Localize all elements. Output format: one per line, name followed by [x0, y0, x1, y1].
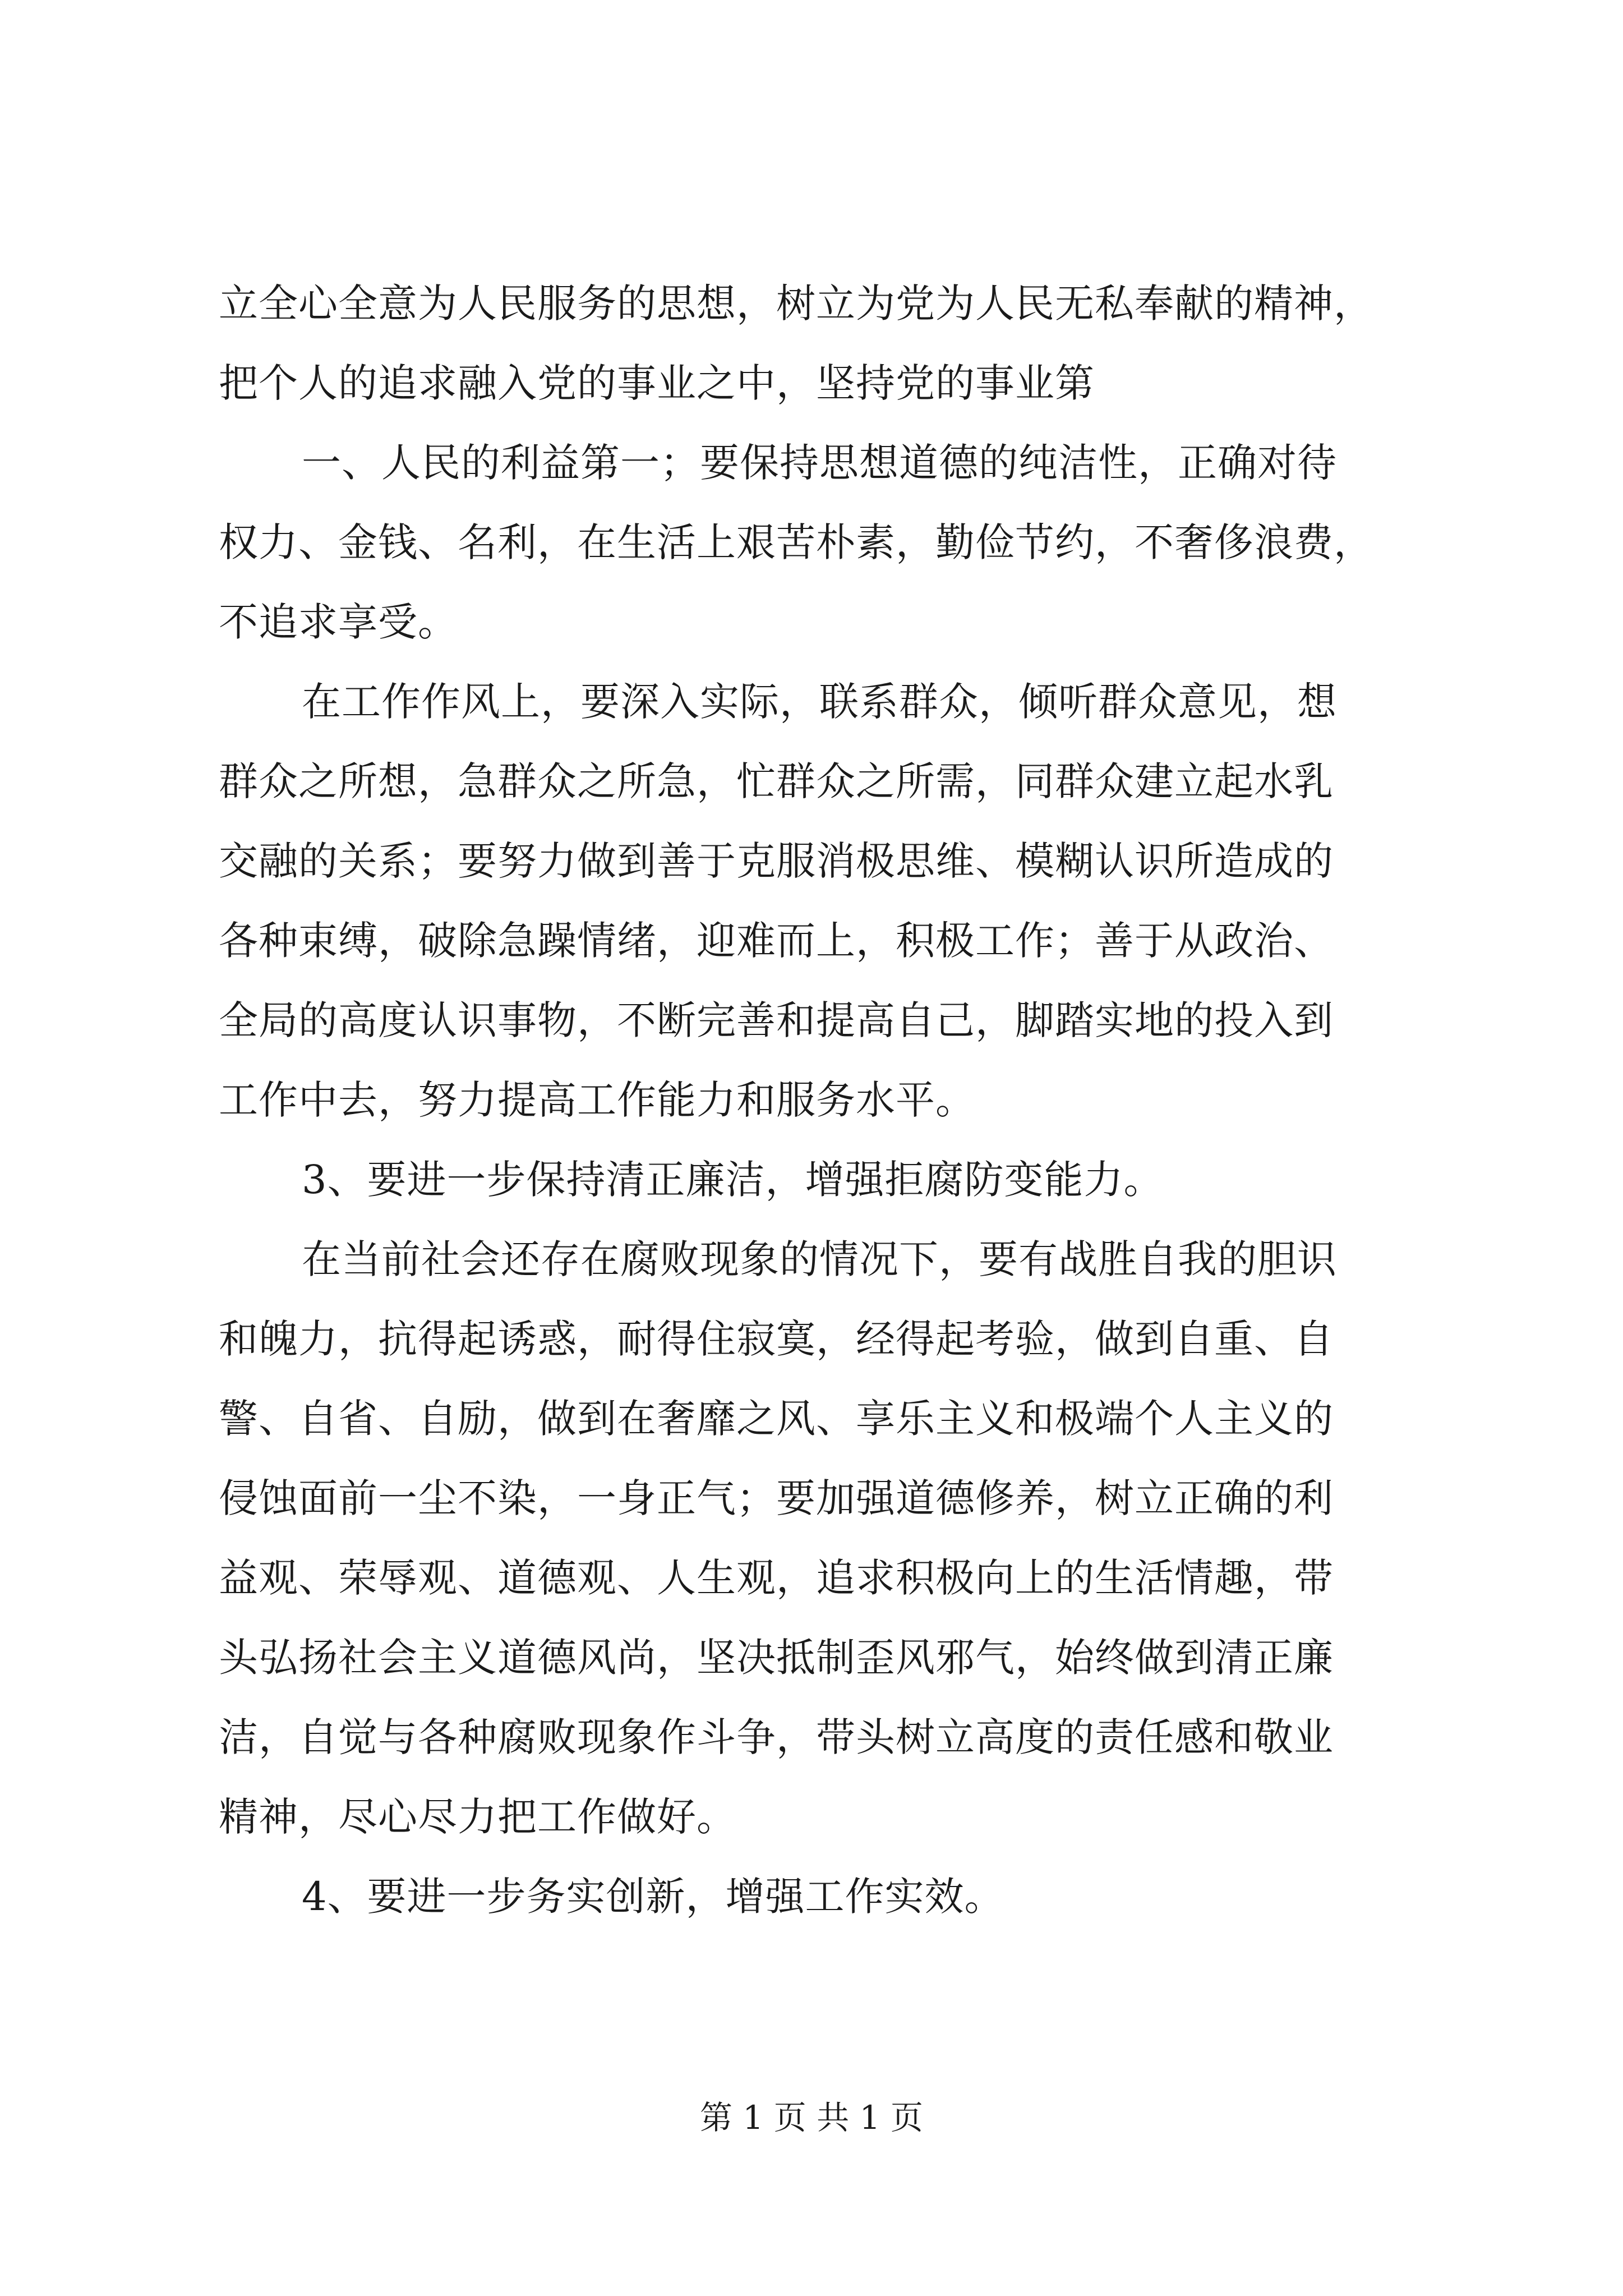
text-line: 洁，自觉与各种腐败现象作斗争，带头树立高度的责任感和敬业 [219, 1714, 1334, 1760]
paragraph-2 [219, 423, 1447, 662]
text-line: 在当前社会还存在腐败现象的情况下，要有战胜自我的胆识 [302, 1236, 1337, 1282]
text-line: 交融的关系；要努力做到善于克服消极思维、模糊认识所造成的 [219, 838, 1334, 884]
text-line: 立全心全意为人民服务的思想，树立为党为人民无私奉献的精神， [219, 280, 1373, 326]
paragraph-6 [219, 1857, 1447, 1936]
text-line: 群众之所想，急群众之所急，忙群众之所需，同群众建立起水乳 [219, 758, 1334, 804]
paragraph-1 [219, 264, 1447, 423]
text-line: 全局的高度认识事物，不断完善和提高自己，脚踏实地的投入到 [219, 997, 1334, 1043]
text-line: 益观、荣辱观、道德观、人生观，追求积极向上的生活情趣，带 [219, 1555, 1334, 1601]
text-line: 侵蚀面前一尘不染，一身正气；要加强道德修养，树立正确的利 [219, 1475, 1334, 1521]
text-line: 把个人的追求融入党的事业之中，坚持党的事业第 [219, 360, 1095, 406]
text-line: 工作中去，努力提高工作能力和服务水平。 [219, 1077, 975, 1123]
section-heading: 4、要进一步务实创新，增强工作实效。 [302, 1874, 1004, 1920]
text-line: 和魄力，抗得起诱惑，耐得住寂寞，经得起考验，做到自重、自 [219, 1316, 1334, 1362]
text-line: 权力、金钱、名利，在生活上艰苦朴素，勤俭节约，不奢侈浪费， [219, 519, 1373, 565]
text-line: 精神，尽心尽力把工作做好。 [219, 1794, 736, 1840]
page-number-footer: 第 1 页 共 1 页 [700, 2099, 923, 2137]
text-line: 各种束缚，破除急躁情绪，迎难而上，积极工作；善于从政治、 [219, 918, 1334, 964]
text-line: 警、自省、自励，做到在奢靡之风、享乐主义和极端个人主义的 [219, 1396, 1334, 1442]
text-line: 不追求享受。 [219, 599, 458, 645]
document-body [219, 264, 1447, 1936]
paragraph-3 [219, 662, 1447, 1140]
section-heading: 3、要进一步保持清正廉洁，增强拒腐防变能力。 [302, 1157, 1164, 1203]
text-line: 一、人民的利益第一；要保持思想道德的纯洁性，正确对待 [302, 440, 1337, 486]
paragraph-5 [219, 1220, 1447, 1857]
text-line: 头弘扬社会主义道德风尚，坚决抵制歪风邪气，始终做到清正廉 [219, 1635, 1334, 1681]
paragraph-4 [219, 1140, 1447, 1220]
text-line: 在工作作风上，要深入实际，联系群众，倾听群众意见，想 [302, 679, 1337, 725]
